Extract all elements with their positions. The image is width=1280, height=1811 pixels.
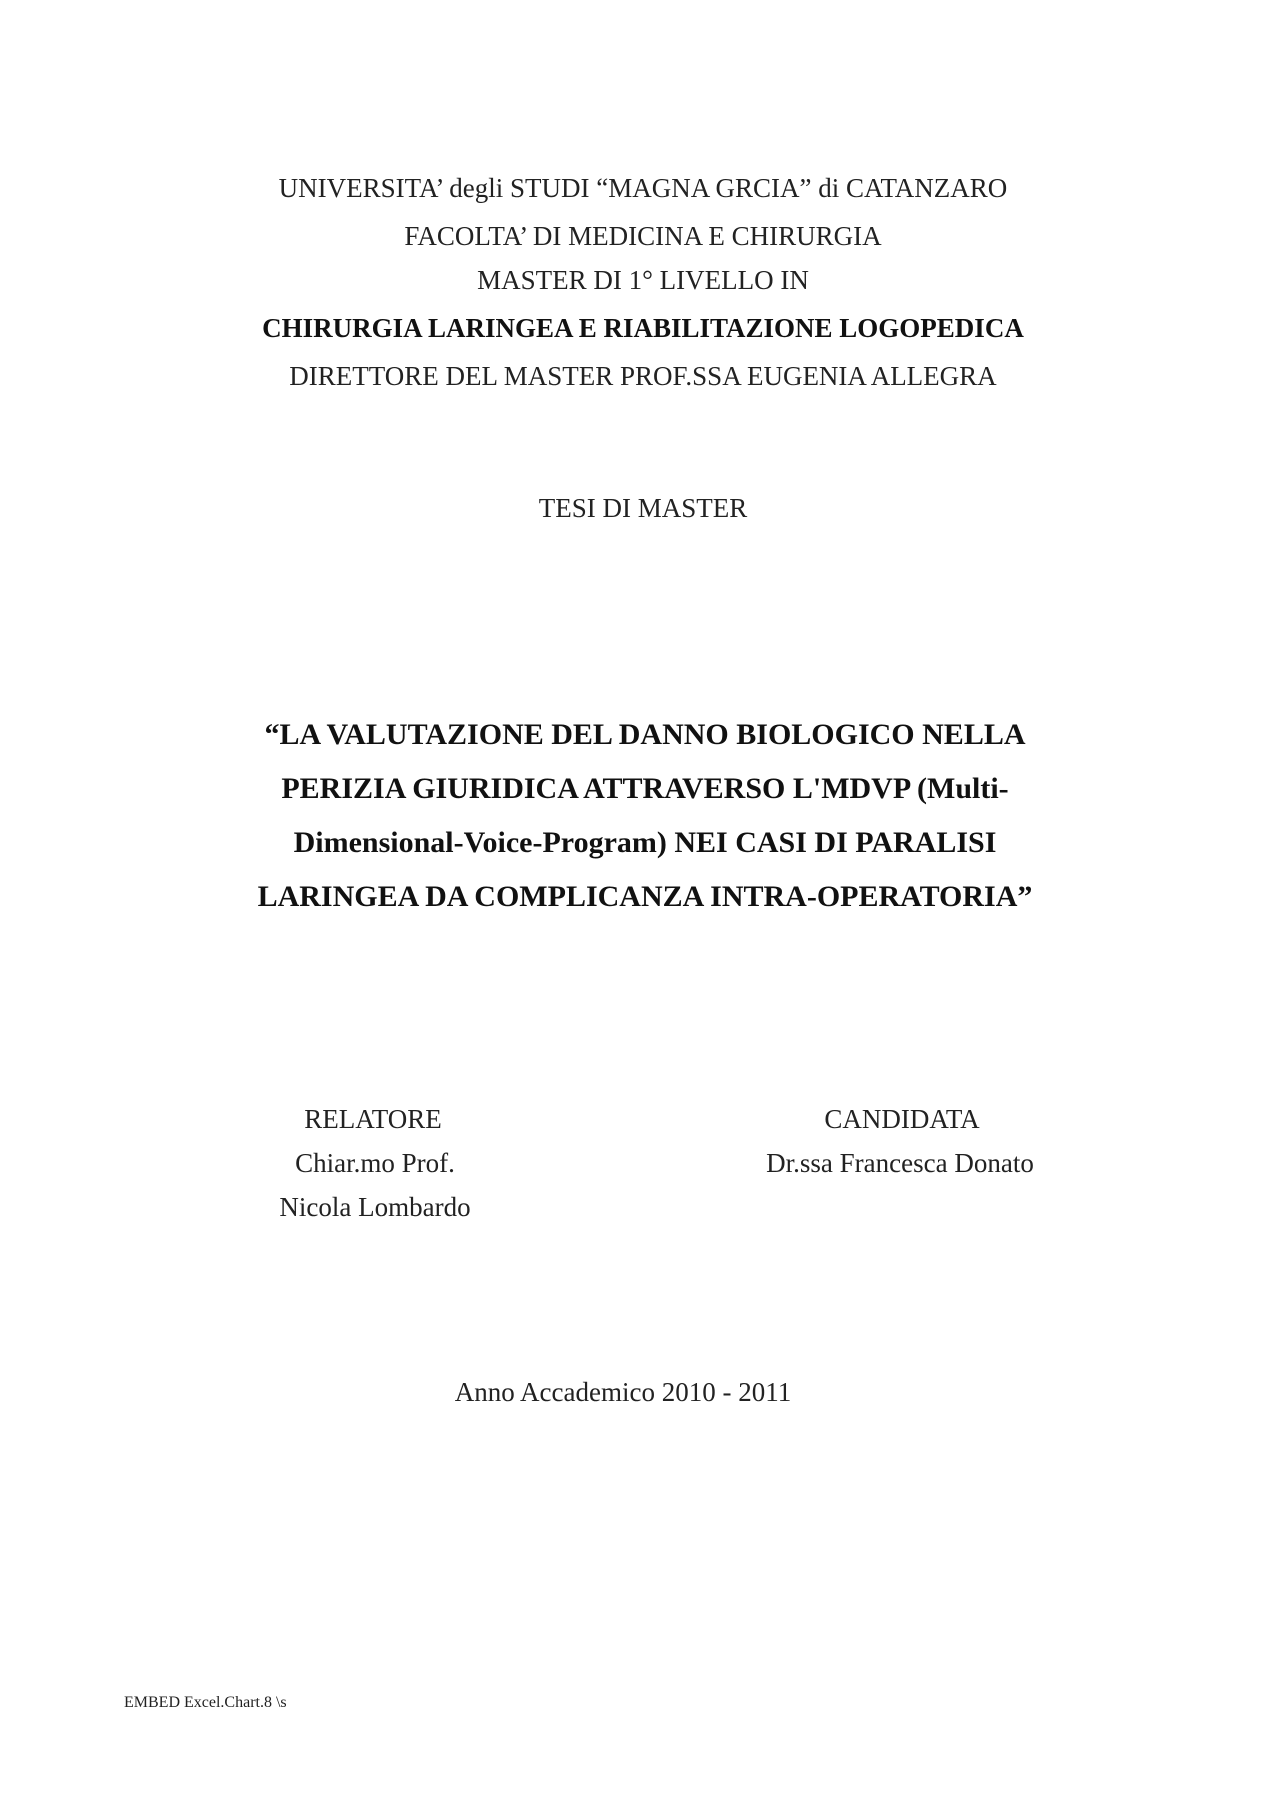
candidata-label: CANDIDATA	[824, 1104, 980, 1134]
candidata-block	[730, 1096, 1070, 1187]
thesis-title-line: PERIZIA GIURIDICA ATTRAVERSO L'MDVP (Multi-	[281, 772, 1009, 805]
embed-field-note: EMBED Excel.Chart.8 \s	[124, 1694, 287, 1711]
faculty-name: FACOLTA’ DI MEDICINA E CHIRURGIA	[404, 221, 882, 251]
thesis-title	[180, 708, 1110, 924]
relatore-title: Chiar.mo Prof.	[295, 1148, 455, 1178]
thesis-type: TESI DI MASTER	[538, 493, 748, 523]
master-name: CHIRURGIA LARINGEA E RIABILITAZIONE LOGOPEDICA	[262, 313, 1024, 343]
thesis-title-line: Dimensional-Voice-Program) NEI CASI DI PARALISI	[293, 826, 997, 859]
thesis-title-line: “LA VALUTAZIONE DEL DANNO BIOLOGICO NELLA	[264, 718, 1026, 751]
university-name: UNIVERSITA’ degli STUDI “MAGNA GRCIA” di CATANZARO	[278, 173, 1008, 203]
relatore-block	[250, 1096, 500, 1231]
relatore-label: RELATORE	[304, 1104, 442, 1134]
master-director: DIRETTORE DEL MASTER PROF.SSA EUGENIA ALLEGRA	[289, 361, 997, 391]
relatore-name: Nicola Lombardo	[279, 1192, 471, 1222]
candidata-name: Dr.ssa Francesca Donato	[766, 1148, 1034, 1178]
thesis-title-line: LARINGEA DA COMPLICANZA INTRA-OPERATORIA”	[257, 880, 1033, 913]
master-level: MASTER DI 1° LIVELLO IN	[477, 265, 809, 295]
academic-year: Anno Accademico 2010 - 2011	[454, 1377, 792, 1407]
